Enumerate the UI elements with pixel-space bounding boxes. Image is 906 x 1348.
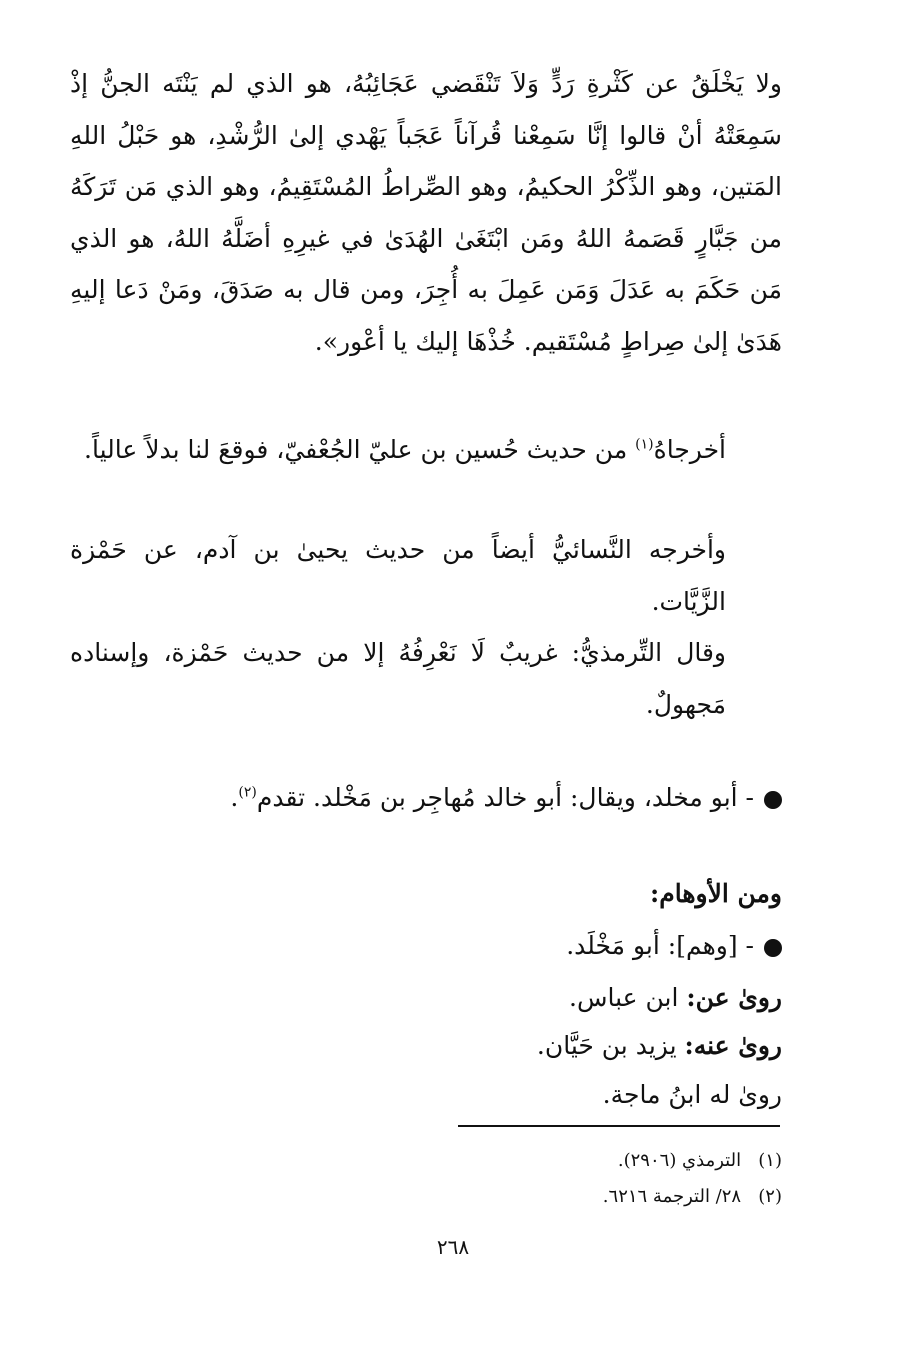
takhrij-paragraph [70, 424, 782, 476]
rawa-anhu-line [537, 1024, 782, 1068]
rawa-anhu-label: رویٰ عنه: [684, 1031, 782, 1060]
page-number: ٢٦٨ [436, 1235, 470, 1259]
awham-entry-name: أبو مَخْلَد. [566, 931, 660, 960]
entry-abu-makhlad-text: - أبو مخلد، ويقال: أبو خالد مُهاجِر بن مَخْلد. تقدم [256, 783, 754, 812]
footnote-2 [603, 1182, 782, 1212]
footnote-divider [458, 1125, 780, 1127]
rawa-lahu-line: رویٰ له ابنُ ماجة. [602, 1080, 782, 1109]
footnote-marker-1: (١) [635, 436, 654, 453]
awham-heading: ومن الأوهام: [650, 879, 782, 908]
footnote-1-marker: (١) [758, 1150, 782, 1171]
awham-entry [566, 924, 782, 968]
entry-abu-makhlad [230, 776, 782, 820]
rawa-an-line [569, 976, 782, 1020]
footnote-2-marker: (٢) [758, 1186, 782, 1207]
footnote-2-text: ٢٨/ الترجمة ٦٢١٦. [602, 1186, 742, 1207]
awham-entry-label: - [وهم]: [667, 931, 754, 960]
takhrij-text: من حديث حُسين بن عليّ الجُعْفيّ، فوقعَ لنا بدلاً عالياً. [84, 435, 636, 464]
bullet-icon [764, 939, 782, 957]
footnote-marker-2: (٢) [238, 784, 257, 801]
rawa-anhu-value: يزيد بن حَيَّان. [536, 1031, 677, 1060]
hadith-paragraph: ولا يَخْلَقُ عن كَثْرةِ رَدٍّ وَلاَ تَنْقَضي عَجَائِبُهُ، هو الذي لم يَنْتَه الجنُّ إذْ سَمِعَتْهُ أنْ قالوا إنَّا سَمِعْنا قُرآناً عَجَباً يَهْدي إلىٰ الرُّشْدِ، هو حَبْلُ اللهِ المَتين، وهو الذِّكْرُ الحكيمُ، وهو الصِّراطُ المُسْتَقِيمُ، وهو الذي مَن تَرَكَهُ من جَبَّارٍ قَصَمهُ اللهُ ومَن ابْتَغَىٰ الهُدَىٰ في غيرِهِ أضَلَّهُ اللهُ، هو الذي مَن حَكَمَ به عَدَلَ وَمَن عَمِلَ به أُجِرَ، ومن قال به صَدَقَ، ومَنْ دَعا إليهِ هَدَىٰ إلىٰ صِراطٍ مُسْتَقيم. خُذْهَا إليك يا أعْور». [70, 69, 782, 356]
rawa-an-value: ابن عباس. [569, 983, 679, 1012]
footnote-1-text: الترمذي (٢٩٠٦). [617, 1150, 742, 1171]
bullet-icon [764, 791, 782, 809]
footnote-1 [618, 1146, 782, 1176]
rawa-an-label: رویٰ عن: [686, 983, 782, 1012]
takhrij-lead: أخرجاهُ [653, 435, 726, 464]
entry-abu-makhlad-end: . [230, 783, 239, 812]
nasai-paragraph: وأخرجه النَّسائيُّ أيضاً من حديث يحيىٰ بن آدم، عن حَمْزة الزَّيَّات. [70, 535, 726, 616]
tirmidhi-paragraph: وقال التِّرمذيُّ: غريبٌ لَا نَعْرِفُهُ إلا من حديث حَمْزة، وإسناده مَجهولٌ. [70, 638, 726, 719]
